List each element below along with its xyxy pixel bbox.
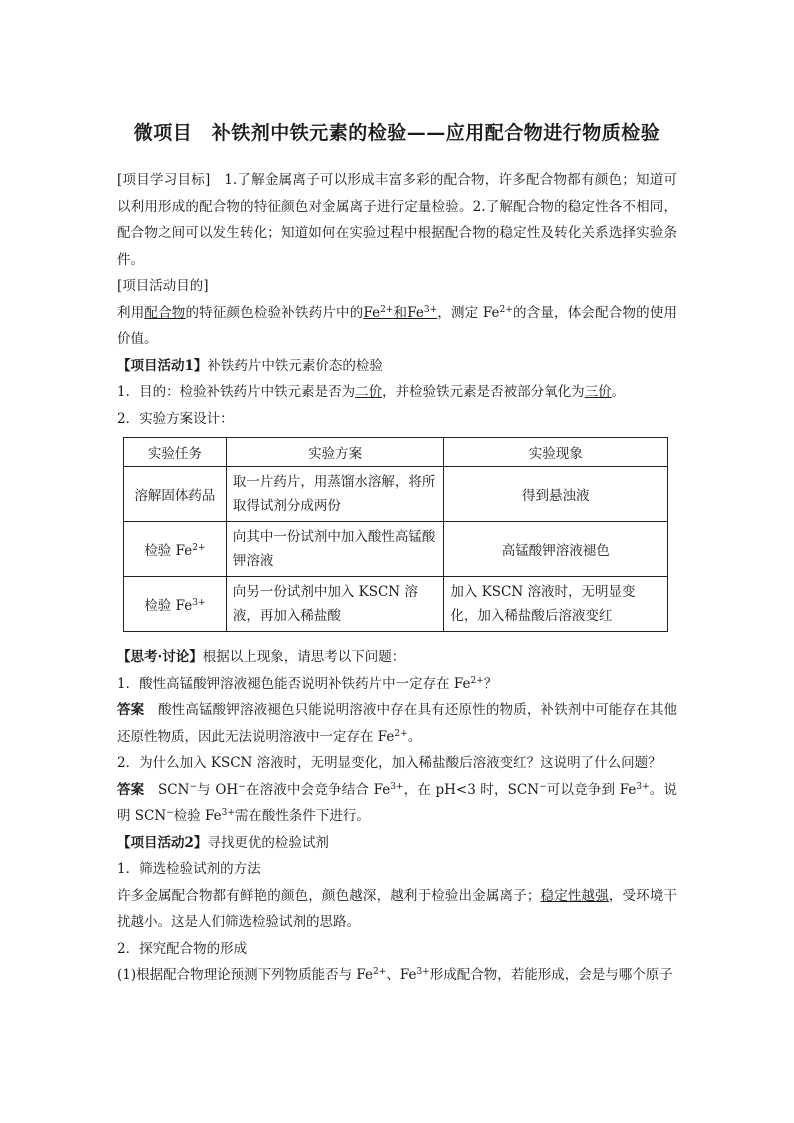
- heading-text: 根据以上现象，请思考以下问题：: [202, 649, 406, 665]
- table-cell-task: [124, 467, 227, 522]
- superscript: 3+: [423, 304, 438, 315]
- experiment-table: [123, 437, 668, 632]
- text: ，在 pH<3 时，SCN: [403, 781, 540, 798]
- text: 的特征颜色检验补铁药片中的: [185, 304, 364, 321]
- discussion-heading: [117, 644, 677, 671]
- heading-bracket: 【项目活动1】: [117, 357, 208, 374]
- superscript: 2+: [470, 675, 484, 686]
- text: 检验 Fe: [144, 598, 193, 614]
- heading-text: 补铁药片中铁元素价态的检验: [207, 357, 383, 374]
- heading-text: 寻找更优的检验试剂: [207, 834, 329, 851]
- superscript: −: [539, 781, 547, 792]
- superscript: 3+: [221, 808, 235, 818]
- underlined-term: 三价: [584, 384, 612, 400]
- table-header-cell: 实验任务: [124, 438, 227, 467]
- text: 1．酸性高锰酸钾溶液褪色能否说明补铁药片中一定存在 Fe: [117, 675, 471, 692]
- answer-2: [117, 777, 677, 830]
- underlined-term: 稳定性越强: [540, 887, 609, 904]
- superscript: 2+: [192, 543, 206, 553]
- table-cell-result: 高锰酸钾溶液褪色: [444, 522, 668, 577]
- answer-1: [117, 697, 677, 750]
- table-cell-task: [124, 577, 227, 632]
- text: 许多金属配合物都有鲜艳的颜色，颜色越深，越利于检验出金属离子；: [117, 887, 541, 904]
- table-header-cell: 实验方案: [226, 438, 444, 467]
- table-header-cell: 实验现象: [444, 438, 668, 467]
- table-cell-result: 得到悬浊液: [444, 467, 668, 522]
- table-cell-plan: 向另一份试剂中加入 KSCN 溶液，再加入稀盐酸: [226, 577, 444, 632]
- text: 检验 Fe: [173, 808, 222, 824]
- question-2: 2．为什么加入 KSCN 溶液时，无明显变化，加入稀盐酸后溶液变红？这说明了什么问题？: [117, 755, 662, 771]
- activity1-design: 2．实验方案设计：: [117, 410, 234, 427]
- activity1-heading: [117, 353, 677, 380]
- superscript: −: [238, 781, 246, 792]
- superscript: 3+: [390, 781, 404, 792]
- table-cell-task: [124, 522, 227, 577]
- text: 。: [611, 384, 626, 400]
- underlined-term: [363, 305, 437, 321]
- document-page: [117, 118, 677, 989]
- superscript: 2+: [499, 304, 513, 315]
- activity2-paragraph-2: [117, 962, 677, 989]
- underlined-term: 配合物: [144, 304, 186, 321]
- superscript: 2+: [373, 967, 387, 977]
- table-cell-result: 加入 KSCN 溶液时，无明显变化，加入稀盐酸后溶液变红: [444, 577, 668, 632]
- activity2-section-1: 1．筛选检验试剂的方法: [117, 861, 261, 877]
- text: Fe: [407, 304, 424, 321]
- text: Fe: [363, 304, 381, 321]
- text: 。说明 SCN: [117, 781, 677, 824]
- activity2-paragraph-1: [117, 883, 677, 936]
- purpose-paragraph: [117, 300, 677, 353]
- text: 1．目的：检验补铁药片中铁元素是否为: [117, 384, 356, 400]
- superscript: −: [166, 808, 174, 818]
- text: 利用: [117, 304, 145, 321]
- objectives-text: 1.了解金属离子可以形成丰富多彩的配合物，许多配合物都有颜色；知道可以利用形成的配合物的特征颜色对金属离子进行定量检验。2.了解配合物的稳定性各不相同，配合物之间可以发生转化；知道如何在实验过程中根据配合物的稳定性及转化关系选择实验条件。: [117, 172, 677, 268]
- superscript: 2+: [380, 304, 394, 315]
- text: 可以竞争到 Fe: [546, 781, 637, 798]
- purpose-label: [项目活动目的]: [117, 278, 209, 294]
- answer-label: 答案: [117, 781, 145, 798]
- text: 酸性高锰酸钾溶液褪色只能说明溶液中存在具有还原性的物质，补铁剂中可能存在其他还原性物质，因此无法说明溶液中一定存在 Fe: [117, 702, 678, 745]
- answer-label: 答案: [117, 702, 145, 718]
- table-row: [124, 522, 668, 577]
- underlined-term: 二价: [355, 384, 383, 400]
- superscript: 3+: [636, 781, 650, 792]
- text: ，并检验铁元素是否被部分氧化为: [382, 384, 585, 400]
- heading-bracket: 【项目活动2】: [117, 834, 208, 851]
- text: SCN: [144, 781, 190, 798]
- objectives-label: [项目学习目标]: [117, 172, 211, 188]
- text: ，受环境干扰越小。这是人们筛选检验试剂的思路。: [117, 887, 678, 930]
- page-title: 微项目 补铁剂中铁元素的检验——应用配合物进行物质检验: [133, 122, 661, 144]
- activity1-goal: [117, 379, 677, 406]
- table-cell-plan: 向其中一份试剂中加入酸性高锰酸钾溶液: [226, 522, 444, 577]
- text: 和: [393, 304, 408, 321]
- objectives-paragraph: [117, 167, 677, 273]
- heading-bracket: 【思考·讨论】: [117, 649, 203, 665]
- text: 与 OH: [197, 781, 239, 798]
- question-1: [117, 671, 677, 698]
- table-row: [124, 467, 668, 522]
- text: 、Fe: [386, 967, 417, 983]
- superscript: −: [189, 781, 197, 792]
- text: 检验 Fe: [144, 543, 193, 559]
- table-header-row: [124, 438, 668, 467]
- activity2-heading: [117, 830, 677, 857]
- text: 的含量，体会配合物的使用价值。: [117, 304, 678, 347]
- text: 在溶液中会竞争结合 Fe: [245, 781, 391, 798]
- table-cell-plan: 取一片药片，用蒸馏水溶解，将所取得试剂分成两份: [226, 467, 444, 522]
- superscript: 2+: [394, 728, 408, 739]
- text: 。: [407, 728, 422, 745]
- text: 溶解固体药品: [134, 488, 216, 504]
- text: (1)根据配合物理论预测下列物质能否与 Fe: [117, 967, 374, 983]
- text: 需在酸性条件下进行。: [234, 808, 370, 824]
- superscript: 3+: [192, 598, 206, 608]
- activity2-section-2: 2．探究配合物的形成: [117, 940, 248, 957]
- table-row: [124, 577, 668, 632]
- text: ，测定 Fe: [437, 304, 500, 321]
- text: 形成配合物，若能形成，会是与哪个原子: [429, 967, 673, 983]
- text: ？: [483, 675, 498, 692]
- superscript: 3+: [416, 967, 430, 977]
